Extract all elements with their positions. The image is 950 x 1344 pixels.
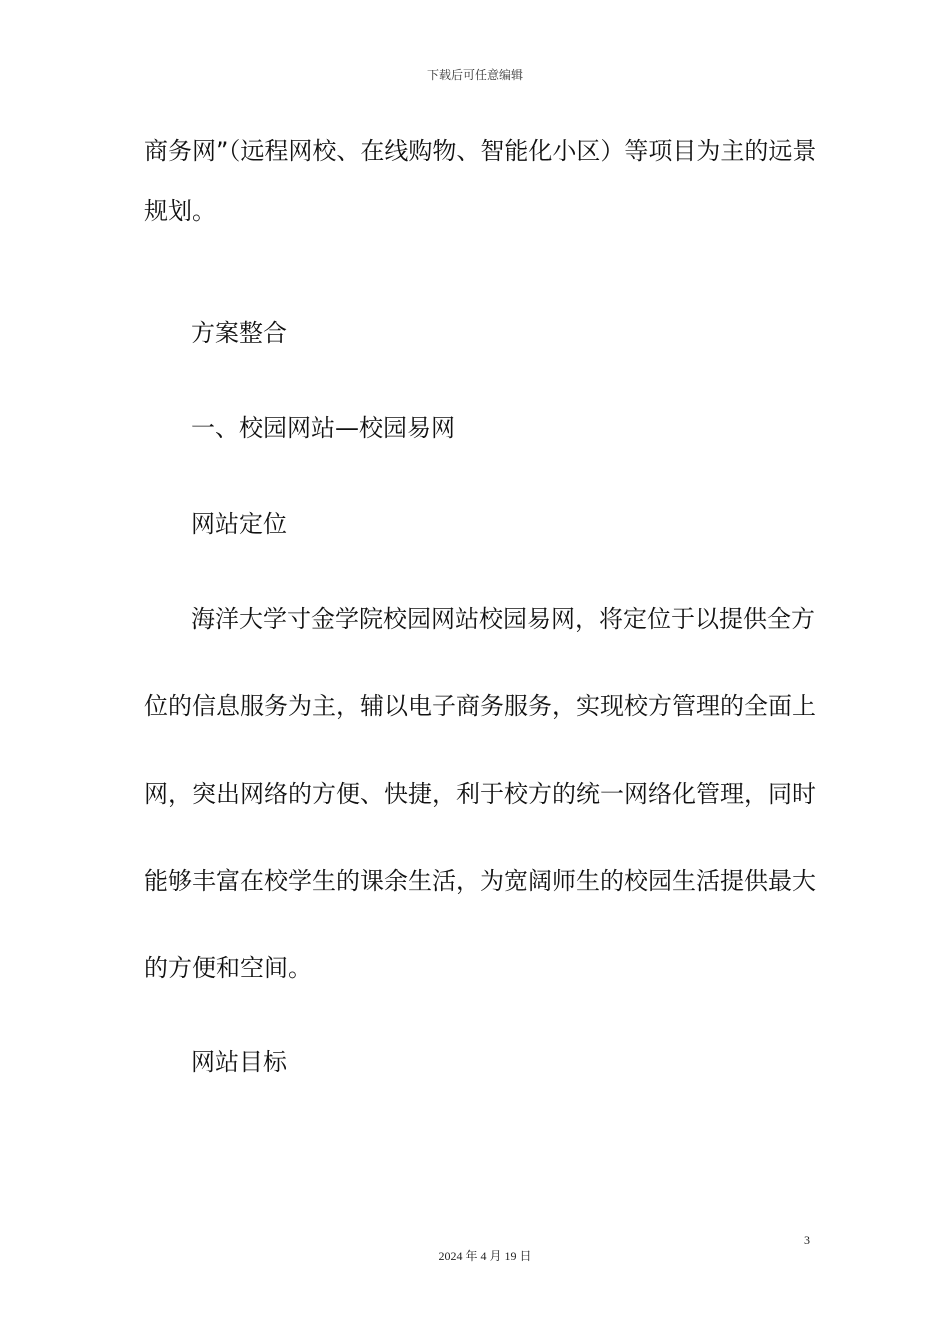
section-heading: 一、校园网站—校园易网 xyxy=(191,414,455,442)
page-number: 3 xyxy=(804,1233,810,1247)
section-heading: 网站定位 xyxy=(191,510,287,538)
paragraph-line: 网，突出网络的方便、快捷，利于校方的统一网络化管理，同时 xyxy=(144,780,816,808)
page-header: 下载后可任意编辑 xyxy=(426,68,523,82)
paragraph-line: 海洋大学寸金学院校园网站校园易网，将定位于以提供全方 xyxy=(191,605,815,633)
footer-date: 2024 年 4 月 19 日 xyxy=(438,1249,532,1263)
section-heading: 方案整合 xyxy=(191,319,287,347)
paragraph-line: 能够丰富在校学生的课余生活，为宽阔师生的校园生活提供最大 xyxy=(144,867,816,895)
paragraph-line: 规划。 xyxy=(144,197,216,225)
section-heading: 网站目标 xyxy=(191,1048,287,1076)
paragraph-line: 的方便和空间。 xyxy=(144,954,312,982)
paragraph-line: 商务网”（远程网校、在线购物、智能化小区）等项目为主的远景 xyxy=(144,137,817,165)
paragraph-line: 位的信息服务为主，辅以电子商务服务，实现校方管理的全面上 xyxy=(144,692,816,720)
